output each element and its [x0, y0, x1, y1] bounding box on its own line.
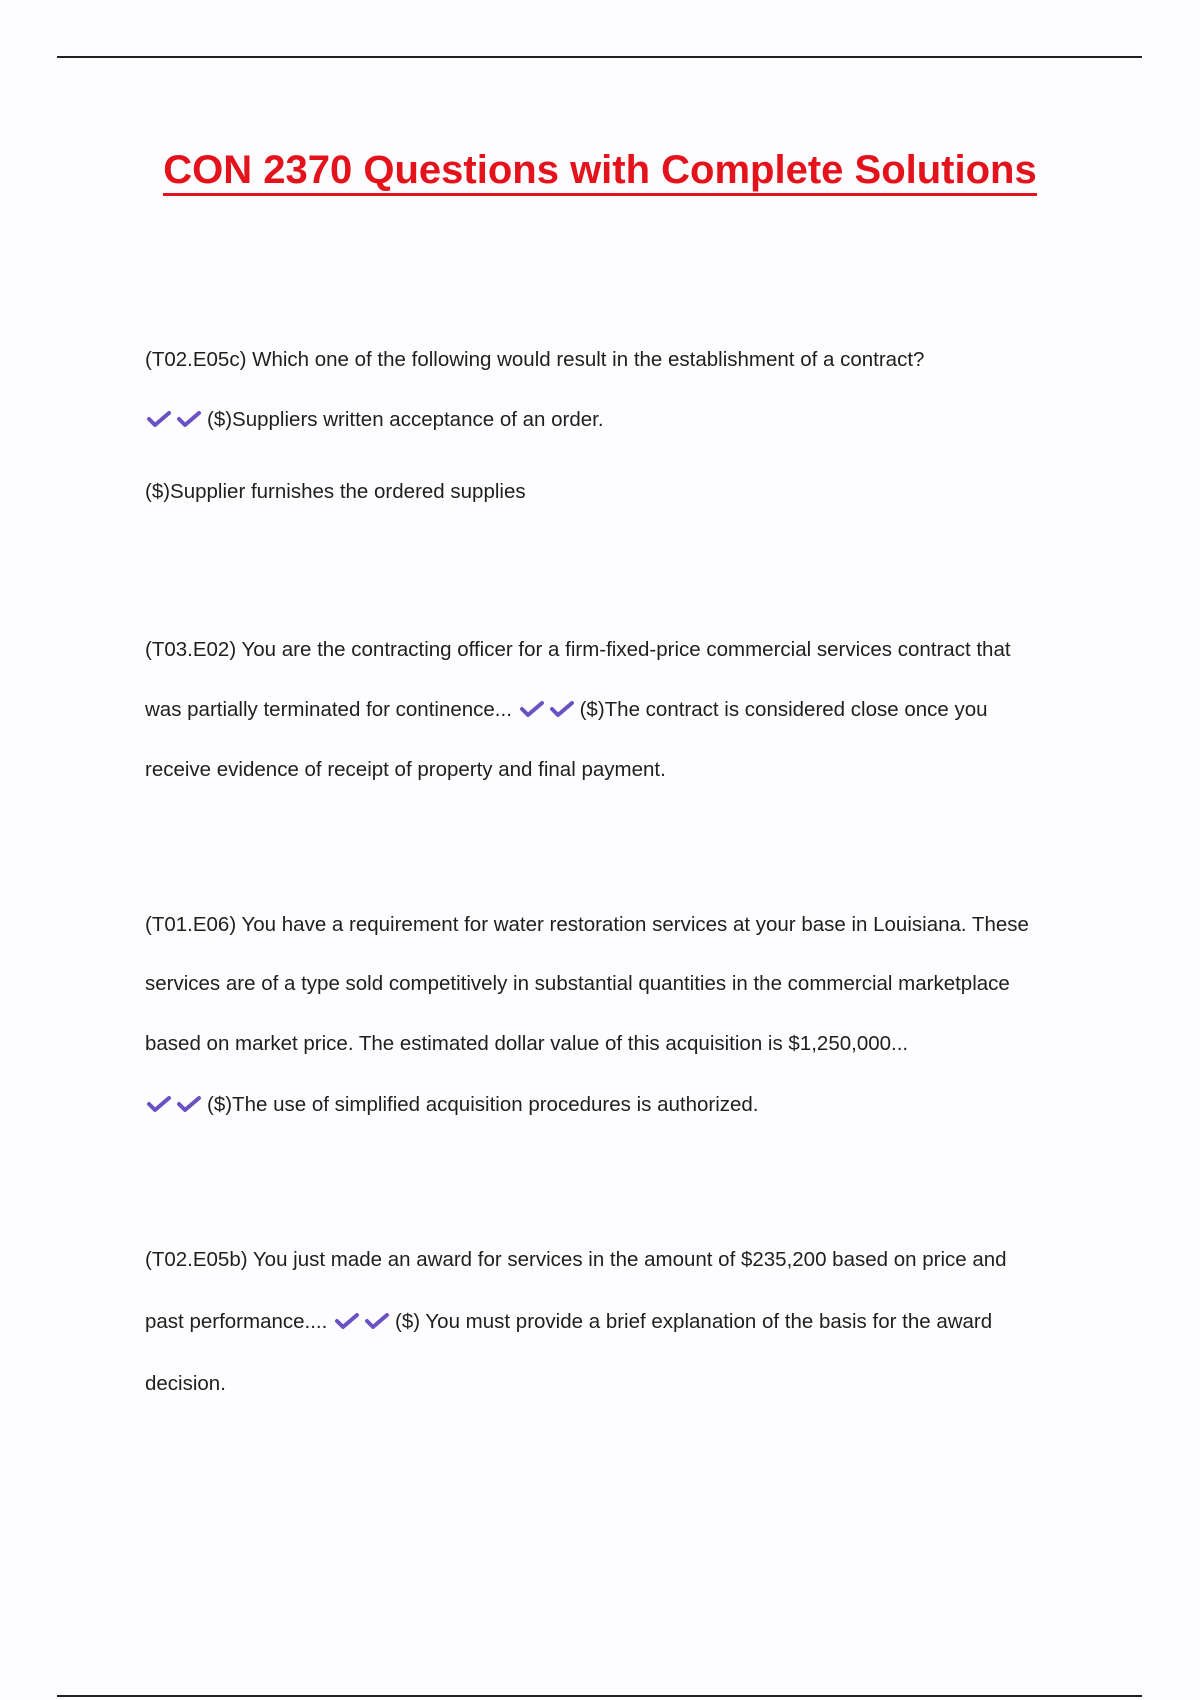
check-icon [518, 699, 548, 719]
question-answer-line [145, 680, 988, 740]
answer-text: decision. [145, 1372, 226, 1395]
page-title: CON 2370 Questions with Complete Solutions [0, 148, 1200, 193]
question-text: services are of a type sold competitively in substantial quantities in the commercial marketplace [145, 972, 1010, 995]
answer-line [145, 390, 604, 450]
check-icon [363, 1311, 393, 1331]
answer-checkmarks [333, 1292, 393, 1352]
option-text: ($)Supplier furnishes the ordered supplies [145, 480, 526, 503]
question-text: (T01.E06) You have a requirement for water restoration services at your base in Louisiana. These [145, 913, 1029, 936]
question-text: (T02.E05c) Which one of the following would result in the establishment of a contract? [145, 348, 925, 371]
question-text: past performance.... [145, 1310, 328, 1333]
bottom-rule [57, 1695, 1142, 1697]
question-text: based on market price. The estimated dollar value of this acquisition is $1,250,000... [145, 1032, 909, 1055]
answer-checkmarks [518, 680, 578, 740]
question-text: (T03.E02) You are the contracting officer for a firm-fixed-price commercial services contract that [145, 638, 1011, 661]
question-text: was partially terminated for continence... [145, 698, 512, 721]
answer-text: ($)The use of simplified acquisition procedures is authorized. [207, 1093, 759, 1116]
check-icon [548, 699, 578, 719]
question-answer-line [145, 1292, 992, 1352]
answer-checkmarks [145, 390, 205, 450]
top-rule [57, 56, 1142, 58]
answer-text: ($) You must provide a brief explanation of the basis for the award [395, 1310, 993, 1333]
check-icon [145, 1094, 175, 1114]
check-icon [333, 1311, 363, 1331]
answer-line [145, 1075, 759, 1135]
check-icon [175, 1094, 205, 1114]
answer-checkmarks [145, 1075, 205, 1135]
answer-text: receive evidence of receipt of property and final payment. [145, 758, 666, 781]
question-text: (T02.E05b) You just made an award for services in the amount of $235,200 based on price and [145, 1248, 1007, 1271]
check-icon [175, 409, 205, 429]
check-icon [145, 409, 175, 429]
answer-text: ($)Suppliers written acceptance of an order. [207, 408, 604, 431]
answer-text: ($)The contract is considered close once you [579, 698, 988, 721]
